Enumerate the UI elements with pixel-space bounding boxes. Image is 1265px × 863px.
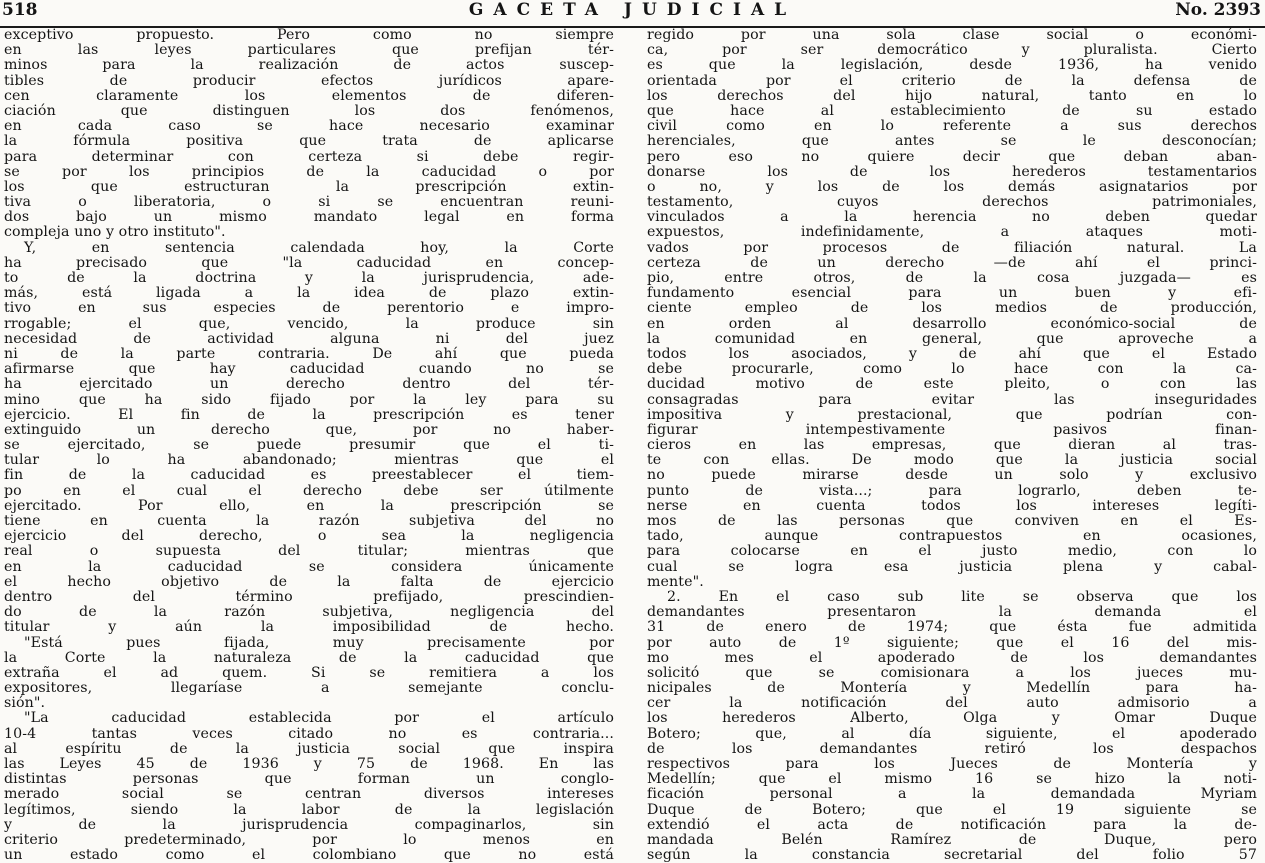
page-number: 518	[2, 0, 38, 20]
issue-number: No. 2393	[1175, 0, 1261, 20]
right-column-line: es que la legislación, desde 1936, ha venido	[647, 57, 1257, 74]
left-column-line: para determinar con certeza si debe regir-	[4, 148, 614, 165]
left-column-line: compleja uno y otro instituto".	[4, 224, 226, 241]
right-column-line: pio, entre otros, de la cosa juzgada— es	[647, 270, 1257, 286]
left-column-line: do de la razón subjetiva, negligencia del	[4, 604, 614, 621]
right-column-line: según la constancia secretarial del folio 57	[647, 847, 1257, 863]
left-column-line: exceptivo propuesto. Pero como no siempre	[4, 27, 614, 43]
left-column-line: to de la doctrina y la jurisprudencia, ade-	[4, 270, 614, 286]
right-column-line: orientada por el criterio de la defensa de	[647, 72, 1257, 89]
right-column-line: debe procurarle, como lo hace con la ca-	[647, 361, 1257, 378]
left-column-line: un estado como el colombiano que no está	[4, 847, 614, 863]
right-column-line: ducidad motivo de este pleito, o con las	[647, 376, 1257, 393]
left-column-line: se por los principios de la caducidad o por	[4, 163, 614, 180]
right-column-line: 2. En el caso sub lite se observa que los	[667, 588, 1257, 605]
left-column-line: dentro del término prefijado, prescindien-	[4, 588, 614, 605]
left-column-line: ni de la parte contraria. De ahí que pueda	[4, 345, 614, 362]
left-column-line: 10-4 tantas veces citado no es contraria...	[4, 725, 614, 742]
right-column-line: mos de las personas que conviven en el Es-	[647, 513, 1257, 529]
right-column-line: expuestos, indefinidamente, a ataques moti-	[647, 224, 1257, 241]
right-column-line: civil como en lo referente a sus derechos	[647, 118, 1257, 135]
left-column-line: tular lo ha abandonado; mientras que el	[4, 452, 614, 469]
left-column	[4, 27, 614, 863]
right-column-line: herenciales, que antes se le desconocían;	[647, 133, 1257, 150]
left-column-line: más, está ligada a la idea de plazo extin-	[4, 285, 614, 302]
left-column-line: ejercitado. Por ello, en la prescripción se	[4, 497, 614, 514]
left-column-line: ciación que distinguen los dos fenómenos,	[4, 102, 614, 119]
left-column-line: ha ejercitado un derecho dentro del tér-	[4, 376, 614, 393]
right-column-line: nicipales de Montería y Medellín para ha-	[647, 680, 1257, 697]
right-column-line: tado, aunque contrapuestos en ocasiones,	[647, 528, 1257, 545]
left-column-line: cen claramente los elementos de diferen-	[4, 87, 614, 104]
left-column-line: minos para la realización de actos suscep-	[4, 57, 614, 74]
left-column-line: ha precisado que "la caducidad en concep-	[4, 254, 614, 271]
left-column-line: la Corte la naturaleza de la caducidad que	[4, 649, 614, 666]
right-column-line: por auto de 1º siguiente; que el 16 del mis-	[647, 634, 1257, 651]
right-column-line: nerse en cuenta todos los intereses legíti-	[647, 497, 1257, 514]
left-column-line: en cada caso se hace necesario examinar	[4, 118, 614, 135]
left-column-line: real o supuesta del titular; mientras que	[4, 543, 614, 560]
left-column-line: y de la jurisprudencia compaginarlos, sin	[4, 816, 614, 833]
left-column-line: las Leyes 45 de 1936 y 75 de 1968. En las	[4, 756, 614, 772]
right-column-line: en orden al desarrollo económico-social de	[647, 315, 1257, 332]
left-column-line: mino que ha sido fijado por la ley para su	[4, 391, 614, 408]
right-column-line: ca, por ser democrático y pluralista. Cierto	[647, 42, 1257, 59]
right-column-line: todos los asociados, y de ahí que el Estado	[647, 345, 1257, 362]
left-column-line: po en el cual el derecho debe ser útilmente	[4, 482, 614, 499]
left-column-line: en las leyes particulares que prefijan tér-	[4, 42, 614, 59]
left-column-line: legítimos, siendo la labor de la legislación	[4, 801, 614, 818]
right-column-line: vados por procesos de filiación natural. La	[647, 239, 1257, 256]
right-column-line: cieros en las empresas, que dieran al tras-	[647, 437, 1257, 454]
left-column-line: extraña el ad quem. Si se remitiera a los	[4, 664, 614, 681]
right-column-line: la comunidad en general, que aproveche a	[647, 330, 1257, 347]
left-column-line: distintas personas que forman un conglo-	[4, 771, 614, 788]
publication-title: GACETA JUDICIAL	[468, 0, 797, 20]
left-column-line: la fórmula positiva que trata de aplicarse	[4, 133, 614, 150]
left-column-line: al espíritu de la justicia social que inspira	[4, 740, 614, 757]
right-column-line: regido por una sola clase social o económi-	[647, 27, 1257, 43]
left-column-line: necesidad de actividad alguna ni del juez	[4, 330, 614, 347]
left-column-line: ejercicio del derecho, o sea la negligencia	[4, 528, 614, 545]
left-column-line: en la caducidad se considera únicamente	[4, 558, 614, 575]
right-column-line: pero eso no quiere decir que deban aban-	[647, 148, 1257, 165]
right-column-line: Duque de Botero; que el 19 siguiente se	[647, 801, 1257, 818]
right-column-line: Medellín; que el mismo 16 se hizo la noti-	[647, 771, 1257, 788]
page-header	[0, 0, 1265, 28]
right-column-line: respectivos para los Jueces de Montería y	[647, 756, 1257, 772]
left-column-line: sión".	[4, 695, 46, 712]
right-column-line: ciente empleo de los medios de producción,	[647, 300, 1257, 317]
left-column-line: criterio predeterminado, por lo menos en	[4, 831, 614, 848]
left-column-line: titular y aún la imposibilidad de hecho.	[4, 619, 614, 636]
right-column-line: cer la notificación del auto admisorio a	[647, 695, 1257, 712]
left-column-line: rrogable; el que, vencido, la produce sin	[4, 315, 614, 332]
right-column-line: para colocarse en el justo medio, con lo	[647, 543, 1257, 560]
right-column-line: solicitó que se comisionara a los jueces mu-	[647, 664, 1257, 681]
right-column-line: 31 de enero de 1974; que ésta fue admitida	[647, 619, 1257, 636]
left-column-line: tivo en sus especies de perentorio e impro-	[4, 300, 614, 317]
left-column-line: expositores, llegaríase a semejante conclu-	[4, 680, 614, 697]
right-column-line: cual se logra esa justicia plena y cabal-	[647, 558, 1257, 575]
right-column-line: impositiva y prestacional, que podrían con-	[647, 406, 1257, 423]
right-column-line: fundamento esencial para un buen y efi-	[647, 285, 1257, 302]
right-column-line: mandada Belén Ramírez de Duque, pero	[647, 831, 1257, 848]
right-column-line: donarse los de los herederos testamentarios	[647, 163, 1257, 180]
left-column-line: tibles de producir efectos jurídicos apare-	[4, 72, 614, 89]
left-column-line: se ejercitado, se puede presumir que el ti-	[4, 437, 614, 454]
right-column-line: o no, y los de los demás asignatarios por	[647, 178, 1257, 195]
left-column-line: merado social se centran diversos intereses	[4, 786, 614, 803]
right-column-line: los herederos Alberto, Olga y Omar Duque	[647, 710, 1257, 727]
right-column-line: figurar intempestivamente pasivos finan-	[647, 421, 1257, 438]
left-column-line: "La caducidad establecida por el artículo	[24, 710, 614, 727]
right-column-line: Botero; que, al día siguiente, el apoderado	[647, 725, 1257, 742]
right-column-line: testamento, cuyos derechos patrimoniales,	[647, 194, 1257, 211]
right-column-line: demandantes presentaron la demanda el	[647, 604, 1257, 621]
left-column-line: tiene en cuenta la razón subjetiva del no	[4, 513, 614, 529]
right-column-line: extendió el acta de notificación para la de-	[647, 816, 1257, 833]
right-column-line: de los demandantes retiró los despachos	[647, 740, 1257, 757]
left-column-line: dos bajo un mismo mandato legal en forma	[4, 209, 614, 226]
left-column-line: ejercicio. El fin de la prescripción es tener	[4, 406, 614, 423]
left-column-line: Y, en sentencia calendada hoy, la Corte	[24, 239, 614, 256]
right-column-line: consagradas para evitar las inseguridades	[647, 391, 1257, 408]
right-column-line: ficación personal a la demandada Myriam	[647, 786, 1257, 803]
left-column-line: "Está pues fijada, muy precisamente por	[24, 634, 614, 651]
right-column-line: mente".	[647, 573, 704, 590]
left-column-line: extinguido un derecho que, por no haber-	[4, 421, 614, 438]
right-column-line: certeza de un derecho —de ahí el princi-	[647, 254, 1257, 271]
right-column-line: no puede mirarse desde un solo y exclusivo	[647, 467, 1257, 484]
left-column-line: tiva o liberatoria, o si se encuentran reuni-	[4, 194, 614, 211]
right-column-line: vinculados a la herencia no deben quedar	[647, 209, 1257, 226]
right-column-line: te con ellas. De modo que la justicia social	[647, 452, 1257, 469]
right-column	[647, 27, 1257, 863]
right-column-line: punto de vista...; para lograrlo, deben te-	[647, 482, 1257, 499]
left-column-line: fin de la caducidad es preestablecer el tiem-	[4, 467, 614, 484]
right-column-line: que hace al establecimiento de su estado	[647, 102, 1257, 119]
right-column-line: mo mes el apoderado de los demandantes	[647, 649, 1257, 666]
left-column-line: los que estructuran la prescripción extin-	[4, 178, 614, 195]
left-column-line: el hecho objetivo de la falta de ejercicio	[4, 573, 614, 590]
right-column-line: los derechos del hijo natural, tanto en lo	[647, 87, 1257, 104]
left-column-line: afirmarse que hay caducidad cuando no se	[4, 361, 614, 378]
